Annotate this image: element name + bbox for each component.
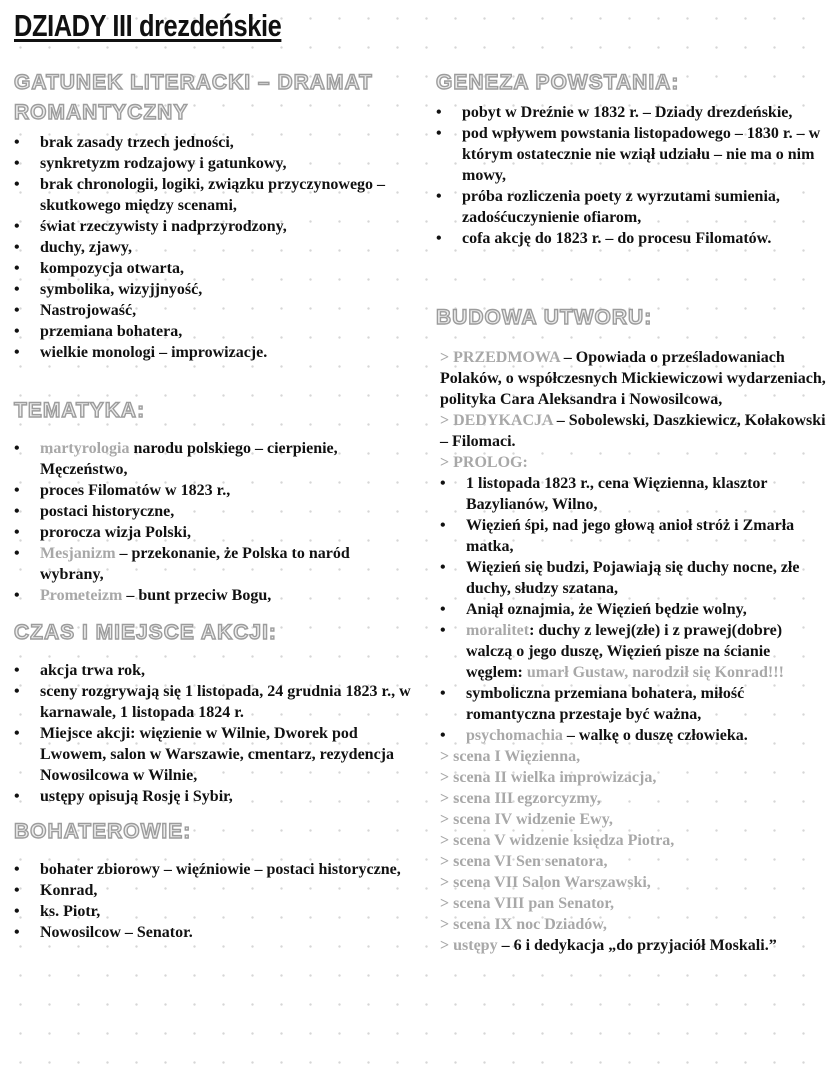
list-item: [14, 522, 414, 543]
item-text: sceny rozgrywają się 1 listopada, 24 grudnia 1823 r., w karnawale, 1 listopada 1824 r.: [40, 683, 411, 721]
list-item: [440, 347, 828, 410]
bullet-list: [436, 102, 828, 249]
bullet-list: [14, 438, 414, 606]
bullet-list: [440, 347, 828, 956]
list-item: [14, 922, 414, 943]
list-item: [440, 557, 828, 599]
item-text: świat rzeczywisty i nadprzyrodzony,: [40, 218, 287, 235]
section-geneza: [436, 68, 828, 249]
list-item: [440, 620, 828, 683]
section-heading: TEMATYKA:: [14, 399, 146, 422]
item-text: przemiana bohatera,: [40, 323, 183, 340]
highlighted-term: > PRZEDMOWA: [440, 349, 560, 366]
item-text: Konrad,: [40, 882, 98, 899]
bullet-list: [14, 859, 414, 943]
list-item: [14, 237, 414, 258]
item-text: brak zasady trzech jedności,: [40, 134, 234, 151]
list-item: [14, 681, 414, 723]
list-item: [440, 872, 828, 893]
list-item: [14, 660, 414, 681]
item-text: Więzień śpi, nad jego głową anioł stróż i Zmarła matka,: [466, 517, 795, 555]
item-text: – walkę o duszę człowieka.: [562, 727, 748, 744]
highlighted-term: > scena V widzenie księdza Piotra,: [440, 832, 675, 849]
item-text: – 6 i dedykacja „do przyjaciół Moskali.”: [497, 937, 777, 954]
list-item: [440, 893, 828, 914]
highlighted-term: > scena III egzorcyzmy,: [440, 790, 601, 807]
item-text: : duchy z lewej(złe) i z prawej(dobre) walczą o jego duszę, Więzień pisze na ścianie węglem:: [466, 622, 783, 681]
section-heading: GENEZA POWSTANIA:: [436, 71, 680, 94]
list-item: [436, 123, 828, 186]
list-item: [440, 851, 828, 872]
list-item: [14, 480, 414, 501]
highlighted-term: umarł Gustaw, narodził się Konrad!!!: [526, 664, 784, 681]
section-budowa: [436, 303, 828, 956]
list-item: [440, 683, 828, 725]
section-tematyka: [14, 396, 414, 606]
highlighted-term: martyrologia: [40, 440, 130, 457]
list-item: [14, 174, 414, 216]
bullet-list: [14, 660, 414, 807]
item-text: Aniął oznajmia, że Więzień będzie wolny,: [466, 601, 747, 618]
item-text: narodu polskiego – cierpienie, Męczeństwo,: [40, 440, 338, 478]
highlighted-term: moralitet: [466, 622, 530, 639]
list-item: [14, 342, 414, 363]
list-item: [440, 725, 828, 746]
page-title: DZIADY III drezdeńskie: [14, 8, 282, 43]
item-text: brak chronologii, logiki, związku przyczynowego – skutkowego między scenami,: [40, 176, 386, 214]
list-item: [14, 880, 414, 901]
list-item: [14, 300, 414, 321]
section-heading: BOHATEROWIE:: [14, 820, 192, 843]
section-heading: CZAS I MIEJSCE AKCJI:: [14, 621, 277, 644]
list-item: [440, 809, 828, 830]
list-item: [440, 599, 828, 620]
list-item: [14, 723, 414, 786]
item-text: – Sobolewski, Daszkiewicz, Kołakowski – Filomaci.: [440, 412, 826, 450]
list-item: [14, 153, 414, 174]
item-text: Więzień się budzi, Pojawiają się duchy nocne, złe duchy, słudzy szatana,: [466, 559, 800, 597]
highlighted-term: psychomachia: [466, 727, 563, 744]
item-text: symboliczna przemiana bohatera, miłość romantyczna przestaje być ważna,: [466, 685, 745, 723]
bullet-list: [14, 132, 414, 363]
list-item: [14, 901, 414, 922]
section-czas-i-miejsce: [14, 618, 414, 807]
item-text: duchy, zjawy,: [40, 239, 133, 256]
list-item: [440, 935, 828, 956]
list-item: [440, 410, 828, 452]
highlighted-term: > scena IX noc Dziadów,: [440, 916, 607, 933]
list-item: [14, 859, 414, 880]
list-item: [440, 746, 828, 767]
item-text: 1 listopada 1823 r., cena Więzienna, klasztor Bazylianów, Wilno,: [466, 475, 768, 513]
item-text: wielkie monologi – improwizacje.: [40, 344, 268, 361]
item-text: próba rozliczenia poety z wyrzutami sumienia, zadośćuczynienie ofiarom,: [462, 188, 780, 226]
section-heading: BUDOWA UTWORU:: [436, 306, 653, 329]
highlighted-term: Prometeizm: [40, 587, 123, 604]
list-item: [440, 767, 828, 788]
item-text: ks. Piotr,: [40, 903, 101, 920]
item-text: ustępy opisują Rosję i Sybir,: [40, 788, 233, 805]
highlighted-term: > scena VII Salon Warszawski,: [440, 874, 651, 891]
item-text: proces Filomatów w 1823 r.,: [40, 482, 231, 499]
item-text: – bunt przeciw Bogu,: [122, 587, 272, 604]
item-text: prorocza wizja Polski,: [40, 524, 191, 541]
item-text: Miejsce akcji: więzienie w Wilnie, Dworek pod Lwowem, salon w Warszawie, cmentarz, rezydencja Nowosilcowa w Wilnie,: [40, 725, 394, 784]
item-text: symbolika, wizyjjnyość,: [40, 281, 203, 298]
list-item: [14, 132, 414, 153]
highlighted-term: > scena I Więzienna,: [440, 748, 581, 765]
highlighted-term: > scena VI Sen senatora,: [440, 853, 608, 870]
item-text: pod wpływem powstania listopadowego – 1830 r. – w którym ostatecznie nie wziął udziału – nie ma o nim mowy,: [462, 125, 821, 184]
highlighted-term: > scena IV widzenie Ewy,: [440, 811, 613, 828]
list-item: [14, 585, 414, 606]
highlighted-term: > DEDYKACJA: [440, 412, 553, 429]
item-text: bohater zbiorowy – więźniowie – postaci historyczne,: [40, 861, 401, 878]
item-text: cofa akcję do 1823 r. – do procesu Filomatów.: [462, 230, 772, 247]
item-text: kompozycja otwarta,: [40, 260, 184, 277]
list-item: [436, 228, 828, 249]
list-item: [440, 830, 828, 851]
list-item: [14, 321, 414, 342]
list-item: [440, 473, 828, 515]
list-item: [14, 501, 414, 522]
list-item: [440, 452, 828, 473]
item-text: – Opowiada o prześladowaniach Polaków, o współczesnych Mickiewiczowi wydarzeniach, polityka Cara Aleksandra i Nowosilcowa,: [440, 349, 826, 408]
list-item: [436, 186, 828, 228]
list-item: [14, 543, 414, 585]
list-item: [14, 786, 414, 807]
list-item: [14, 216, 414, 237]
item-text: postaci historyczne,: [40, 503, 175, 520]
list-item: [440, 914, 828, 935]
highlighted-term: > scena VIII pan Senator,: [440, 895, 615, 912]
item-text: synkretyzm rodzajowy i gatunkowy,: [40, 155, 287, 172]
list-item: [14, 279, 414, 300]
item-text: – przekonanie, że Polska to naród wybrany,: [40, 545, 350, 583]
item-text: Nastrojowaść,: [40, 302, 137, 319]
highlighted-term: > ustępy: [440, 937, 498, 954]
section-gatunek: [14, 68, 414, 363]
list-item: [440, 515, 828, 557]
item-text: akcja trwa rok,: [40, 662, 146, 679]
highlighted-term: > scena II wielka improwizacja,: [440, 769, 657, 786]
highlighted-term: Mesjanizm: [40, 545, 116, 562]
section-bohaterowie: [14, 817, 414, 943]
list-item: [14, 258, 414, 279]
list-item: [436, 102, 828, 123]
section-heading: GATUNEK LITERACKI – DRAMAT ROMANTYCZNY: [14, 71, 373, 124]
item-text: pobyt w Dreźnie w 1832 r. – Dziady drezdeńskie,: [462, 104, 793, 121]
item-text: Nowosilcow – Senator.: [40, 924, 193, 941]
highlighted-term: > PROLOG:: [440, 454, 528, 471]
list-item: [440, 788, 828, 809]
list-item: [14, 438, 414, 480]
